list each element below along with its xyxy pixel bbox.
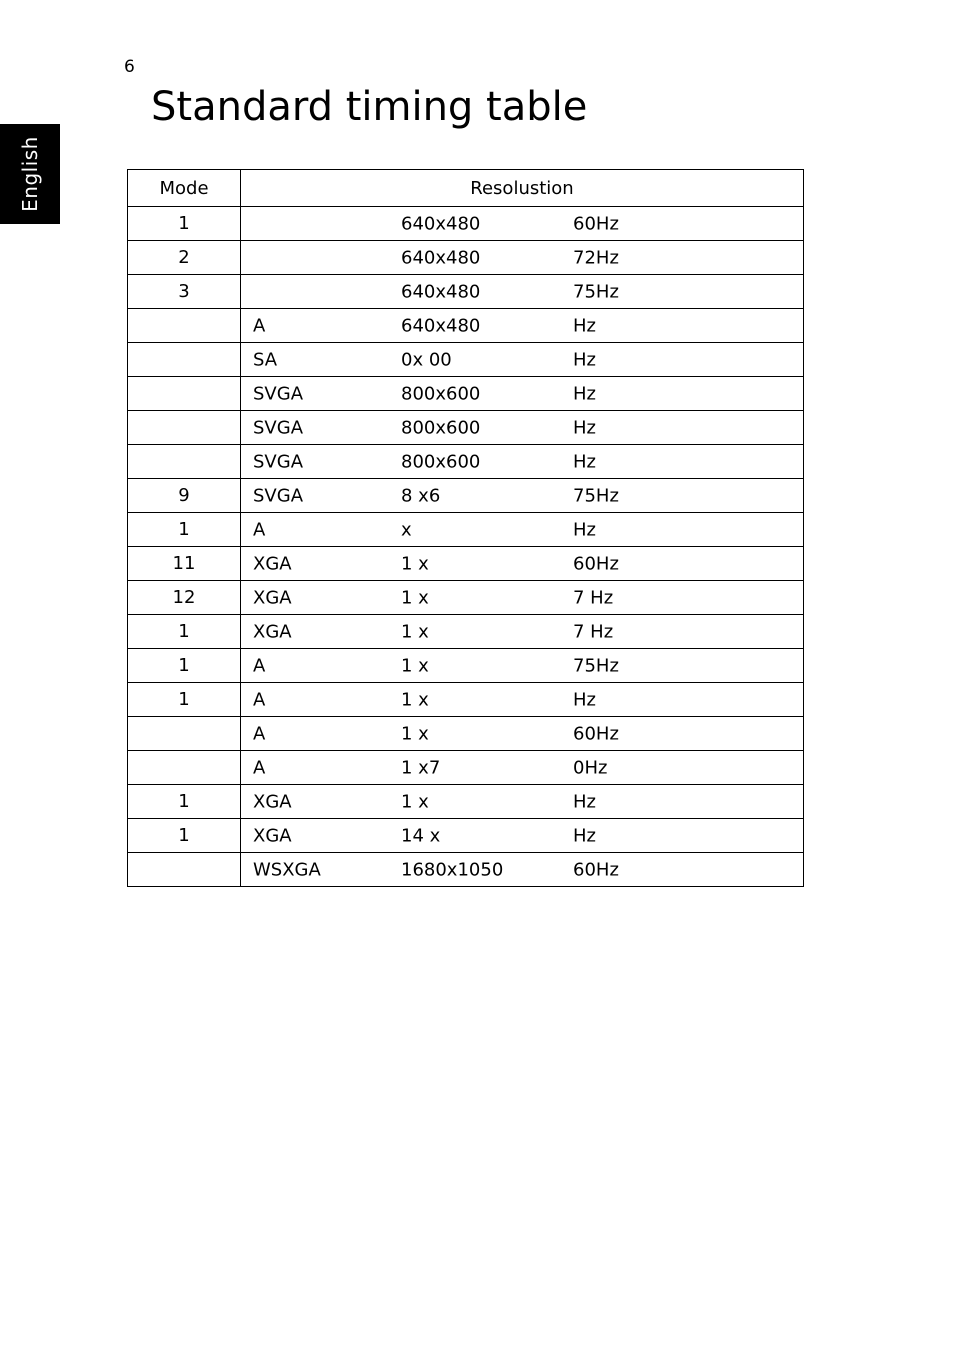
resolution-cell	[241, 411, 804, 445]
refresh-rate-value: 75Hz	[573, 655, 619, 676]
standard-label: XGA	[253, 587, 292, 608]
resolution-cell	[241, 445, 804, 479]
mode-cell: 2	[128, 241, 241, 275]
standard-label: XGA	[253, 621, 292, 642]
standard-label: XGA	[253, 791, 292, 812]
mode-cell	[128, 751, 241, 785]
table-row	[128, 785, 804, 819]
refresh-rate-value: 75Hz	[573, 485, 619, 506]
mode-cell	[128, 411, 241, 445]
standard-label: SVGA	[253, 485, 304, 506]
standard-label: SVGA	[253, 417, 304, 438]
table-row	[128, 513, 804, 547]
table-row	[128, 377, 804, 411]
resolution-value: 800x600	[401, 417, 481, 438]
resolution-value: 800x600	[401, 383, 481, 404]
resolution-value: 1 x	[401, 621, 429, 642]
mode-cell: 1	[128, 819, 241, 853]
refresh-rate-value: Hz	[573, 825, 596, 846]
refresh-rate-value: Hz	[573, 791, 596, 812]
refresh-rate-value: 60Hz	[573, 553, 619, 574]
table-row	[128, 683, 804, 717]
mode-cell: 3	[128, 275, 241, 309]
refresh-rate-value: 60Hz	[573, 859, 619, 880]
mode-cell	[128, 377, 241, 411]
refresh-rate-value: Hz	[573, 519, 596, 540]
standard-label: SVGA	[253, 451, 304, 472]
refresh-rate-value: 0Hz	[573, 757, 608, 778]
standard-label: XGA	[253, 825, 292, 846]
table-row	[128, 275, 804, 309]
refresh-rate-value: 7 Hz	[573, 621, 614, 642]
resolution-cell	[241, 513, 804, 547]
resolution-cell	[241, 819, 804, 853]
table-row	[128, 717, 804, 751]
table-row	[128, 581, 804, 615]
refresh-rate-value: 7 Hz	[573, 587, 614, 608]
standard-label: XGA	[253, 553, 292, 574]
mode-cell	[128, 853, 241, 887]
table-row	[128, 309, 804, 343]
resolution-cell	[241, 581, 804, 615]
resolution-cell	[241, 751, 804, 785]
mode-cell: 1	[128, 513, 241, 547]
table-row	[128, 445, 804, 479]
resolution-value: 640x480	[401, 281, 481, 302]
refresh-rate-value: Hz	[573, 315, 596, 336]
resolution-value: 1 x7	[401, 757, 441, 778]
resolution-cell	[241, 615, 804, 649]
standard-label: A	[253, 723, 266, 744]
resolution-cell	[241, 377, 804, 411]
page-title: Standard timing table	[151, 84, 588, 130]
table-row	[128, 853, 804, 887]
resolution-header: Resolustion	[241, 170, 804, 207]
refresh-rate-value: 75Hz	[573, 281, 619, 302]
standard-label: A	[253, 757, 266, 778]
mode-cell	[128, 343, 241, 377]
resolution-value: 640x480	[401, 315, 481, 336]
refresh-rate-value: Hz	[573, 689, 596, 710]
table-row	[128, 649, 804, 683]
mode-cell: 1	[128, 207, 241, 241]
refresh-rate-value: Hz	[573, 417, 596, 438]
mode-cell: 1	[128, 649, 241, 683]
resolution-value: 1 x	[401, 655, 429, 676]
mode-cell: 9	[128, 479, 241, 513]
table-row	[128, 819, 804, 853]
resolution-cell	[241, 683, 804, 717]
resolution-cell	[241, 343, 804, 377]
resolution-cell	[241, 853, 804, 887]
page-number: 6	[124, 57, 135, 77]
resolution-value: 8 x6	[401, 485, 441, 506]
mode-header: Mode	[128, 170, 241, 207]
mode-cell: 12	[128, 581, 241, 615]
resolution-value: 800x600	[401, 451, 481, 472]
resolution-cell	[241, 649, 804, 683]
standard-label: A	[253, 315, 266, 336]
resolution-value: 14 x	[401, 825, 441, 846]
refresh-rate-value: 60Hz	[573, 723, 619, 744]
standard-label: A	[253, 519, 266, 540]
resolution-value: 1 x	[401, 689, 429, 710]
standard-label: SVGA	[253, 383, 304, 404]
mode-cell: 1	[128, 615, 241, 649]
mode-cell: 1	[128, 683, 241, 717]
resolution-cell	[241, 717, 804, 751]
resolution-value: 1 x	[401, 791, 429, 812]
resolution-value: 0x 00	[401, 349, 452, 370]
mode-cell	[128, 445, 241, 479]
standard-label: SA	[253, 349, 278, 370]
table-row	[128, 615, 804, 649]
resolution-value: x	[401, 519, 412, 540]
table-header-row	[128, 170, 804, 207]
language-tab-label: English	[18, 136, 42, 212]
mode-cell: 1	[128, 785, 241, 819]
resolution-cell	[241, 785, 804, 819]
standard-label: A	[253, 689, 266, 710]
resolution-value: 1 x	[401, 723, 429, 744]
resolution-value: 1 x	[401, 587, 429, 608]
resolution-cell	[241, 275, 804, 309]
table-row	[128, 751, 804, 785]
mode-cell	[128, 309, 241, 343]
resolution-value: 1 x	[401, 553, 429, 574]
mode-cell	[128, 717, 241, 751]
resolution-cell	[241, 479, 804, 513]
refresh-rate-value: Hz	[573, 383, 596, 404]
refresh-rate-value: Hz	[573, 349, 596, 370]
refresh-rate-value: Hz	[573, 451, 596, 472]
table-row	[128, 411, 804, 445]
language-tab	[0, 124, 60, 224]
resolution-cell	[241, 207, 804, 241]
table-row	[128, 241, 804, 275]
refresh-rate-value: 60Hz	[573, 213, 619, 234]
timing-table	[127, 169, 804, 887]
resolution-cell	[241, 309, 804, 343]
resolution-value: 640x480	[401, 213, 481, 234]
standard-label: A	[253, 655, 266, 676]
standard-label: WSXGA	[253, 859, 321, 880]
table-row	[128, 207, 804, 241]
refresh-rate-value: 72Hz	[573, 247, 619, 268]
resolution-cell	[241, 241, 804, 275]
resolution-value: 1680x1050	[401, 859, 504, 880]
table-body	[128, 207, 804, 887]
mode-cell: 11	[128, 547, 241, 581]
resolution-cell	[241, 547, 804, 581]
table-row	[128, 479, 804, 513]
resolution-value: 640x480	[401, 247, 481, 268]
table-row	[128, 547, 804, 581]
table-row	[128, 343, 804, 377]
